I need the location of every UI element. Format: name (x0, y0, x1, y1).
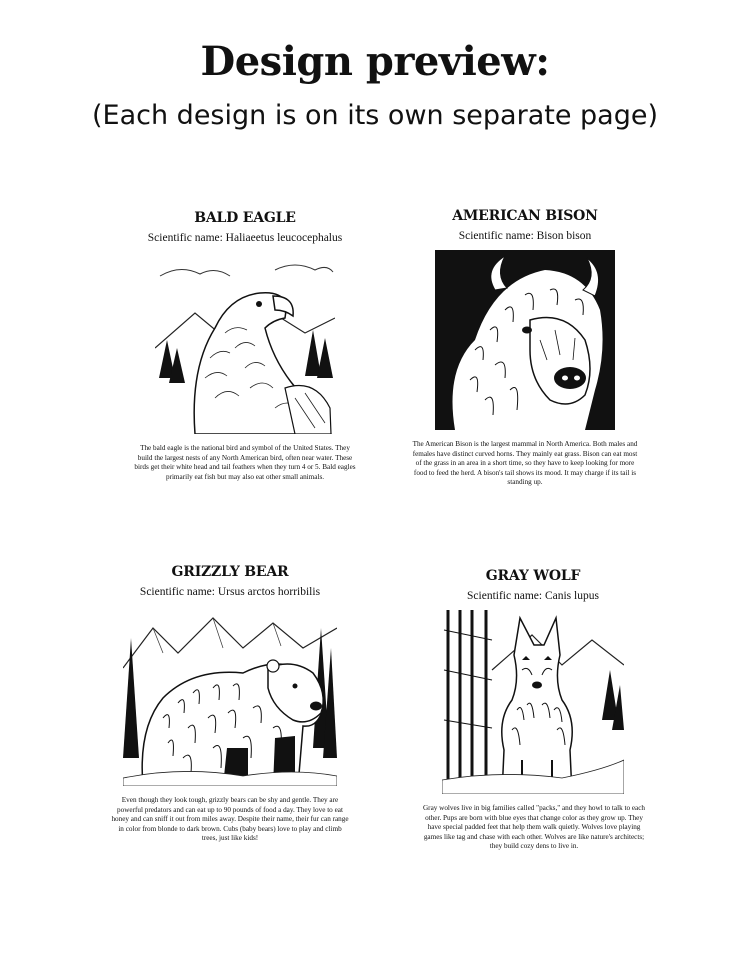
card-scientific-name: Scientific name: Ursus arctos horribilis (139, 586, 321, 598)
card-american-bison (410, 208, 640, 488)
card-scientific-name: Scientific name: Canis lupus (467, 590, 599, 602)
card-scientific-name: Scientific name: Haliaeetus leucocephalus (147, 232, 343, 244)
card-description: Gray wolves live in big families called "packs," and they howl to talk to each other. Pups are born with blue eyes that change color as they grow up. They have special padded feet that help them walk quietly. Wolves love playing games like tag and chase with each other. Wolves are like nature's architects; they build cozy dens to live in. (422, 804, 646, 851)
card-grizzly-bear (110, 564, 350, 844)
card-title: AMERICAN BISON (452, 208, 598, 224)
card-bald-eagle (125, 210, 365, 482)
american-bison-illustration (435, 250, 615, 430)
page-subtitle: (Each design is on its own separate page) (92, 100, 658, 131)
card-description: Even though they look tough, grizzly bears can be shy and gentle. They are powerful predators and can eat up to 90 pounds of food a day. They love to eat honey and can sniff it out from miles away. Despite their name, their fur can range in color from blonde to dark brown. Cubs (baby bears) love to play and climb trees, just like kids! (111, 796, 349, 843)
card-scientific-name: Scientific name: Bison bison (458, 230, 592, 242)
card-gray-wolf (418, 568, 648, 852)
grizzly-bear-illustration (123, 608, 337, 786)
card-description: The American Bison is the largest mammal in North America. Both males and females have distinct curved horns. They mainly eat grass. Bison can eat most of the grass in an area in a short time, so they have to keep looking for more food to feed the herd. A bison's tail shows its mood. It may charge if its tail is standing up. (412, 440, 638, 487)
bald-eagle-illustration (155, 258, 335, 434)
card-description: The bald eagle is the national bird and symbol of the United States. They build the largest nests of any North American bird, often near water. These birds get their white head and tail feathers when they turn 4 or 5. Bald eagles primarily eat fish but may also eat other small animals. (134, 444, 356, 481)
card-title: GRIZZLY BEAR (171, 564, 289, 580)
card-title: GRAY WOLF (485, 568, 581, 584)
gray-wolf-illustration (442, 610, 624, 794)
card-title: BALD EAGLE (194, 210, 296, 226)
page-title: Design preview: (200, 38, 550, 85)
